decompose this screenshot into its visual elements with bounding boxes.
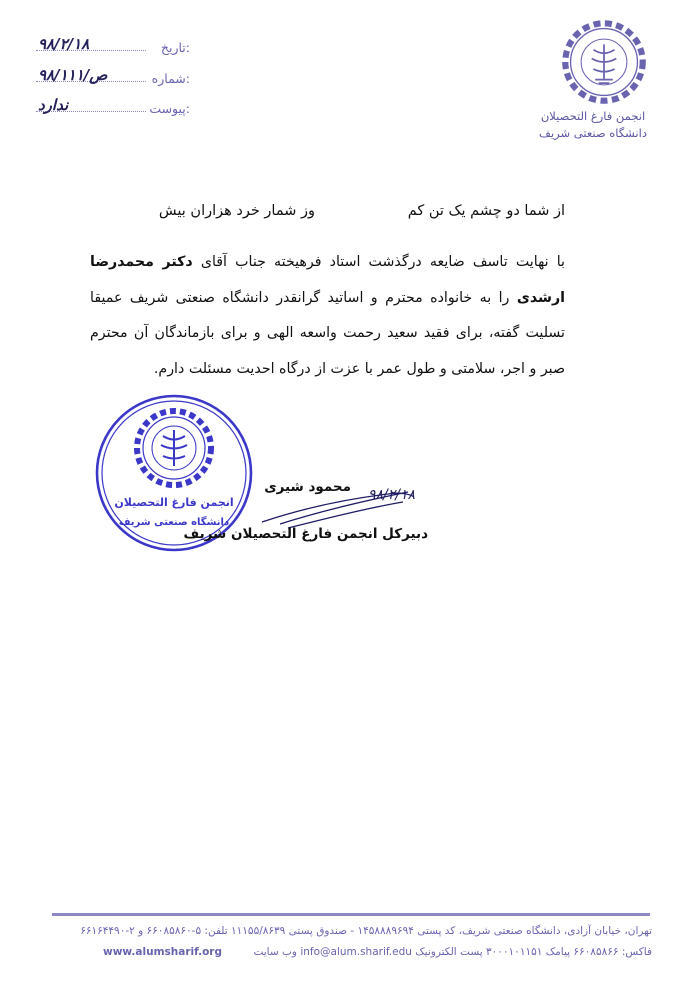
stamp-text-1: انجمن فارغ التحصیلان: [114, 496, 234, 509]
signer-title: دبیرکل انجمن فارغ التحصیلان شریف: [183, 526, 428, 542]
footer-address: تهران، خیابان آزادی، دانشگاه صنعتی شریف، کد پستی ۱۴۵۸۸۸۹۶۹۴ - صندوق پستی ۱۱۱۵۵/۸۶۳۹ تلفن: ۵-۶۶۰۸۵۸۶۰ و ۲-۶۶۱۶۴۴۹۰: [80, 925, 652, 937]
organization-name: [508, 108, 678, 142]
condolence-paragraph: [90, 245, 565, 387]
paragraph-text-2: را به خانواده محترم و اساتید گرانقدر دانشگاه صنعتی شریف عمیقا تسلیت گفته، برای فقید سعید رحمت واسعه الهی و برای بازماندگان آن محترم صبر و اجر، سلامتی و طول عمر با عزت از درگاه احدیت مسئلت دارم.: [90, 289, 565, 377]
attachment-value: ندارد: [38, 96, 69, 114]
poem-hemistich-2: وز شمار خرد هزاران بیش: [158, 203, 315, 219]
organization-line-2: دانشگاه صنعتی شریف: [539, 126, 647, 140]
number-label: شماره:: [151, 71, 190, 86]
poem-hemistich-1: از شما دو چشم یک تن کم: [407, 203, 565, 219]
footer-divider: [52, 913, 650, 916]
date-value: ۹۸/۲/۱۸: [38, 35, 90, 53]
sharif-university-logo-icon: [560, 18, 648, 106]
signer-name: محمود شیری: [264, 479, 351, 495]
paragraph-text-1: با نهایت تاسف ضایعه درگذشت استاد فرهیخته جناب آقای: [200, 254, 565, 270]
number-value: ۹۸/۱۱۱/ص: [38, 66, 108, 84]
footer-contact: فاکس: ۶۶۰۸۵۸۶۶ پیامک ۳۰۰۰۱۰۱۱۵۱ پست الکترونیک info@alum.sharif.edu وب سایت: [253, 946, 652, 958]
stamp-text-2: دانشگاه صنعتی شریف: [118, 517, 230, 528]
number-field: [30, 66, 190, 91]
attachment-label: پیوست:: [149, 101, 190, 116]
deceased-name: دکتر محمدرضا ارشدی: [90, 254, 565, 306]
attachment-field: [30, 96, 190, 121]
date-label: تاریخ:: [160, 40, 190, 55]
organization-line-1: انجمن فارغ التحصیلان: [540, 109, 646, 123]
date-field: [30, 35, 190, 60]
handwritten-date: ۹۸/۲/۱۸: [368, 487, 416, 503]
handwritten-signature: [258, 482, 418, 532]
footer-website-link[interactable]: www.alumsharif.org: [103, 946, 222, 958]
